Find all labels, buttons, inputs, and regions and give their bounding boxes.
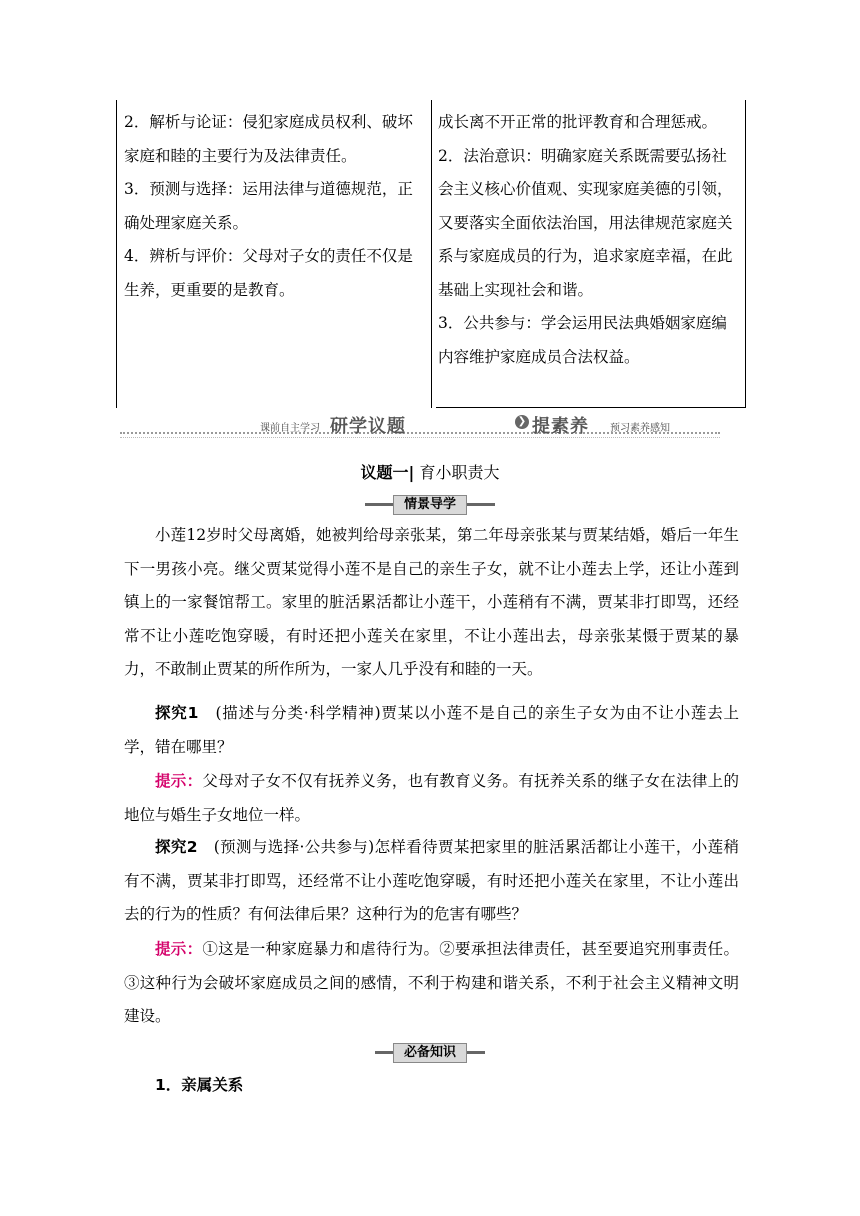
scene-tag-label: 情景导学 (393, 495, 467, 515)
table-left-column (124, 106, 424, 307)
banner-title: 研学议题 (330, 416, 406, 437)
hint-2-text: ①这是一种家庭暴力和虐待行为。②要承担法律责任，甚至要追究刑事责任。③这种行为会破坏家庭成员之间的感情，不利于构建和谐关系，不利于社会主义精神文明建设。 (124, 940, 739, 1025)
hint-2 (124, 932, 739, 1034)
banner-title-2: 提素养 (532, 416, 589, 437)
scene-tag (365, 495, 495, 513)
table-border-bottom (436, 407, 746, 408)
section-banner (120, 410, 720, 440)
explore-1-text: (描述与分类·科学精神)贾某以小莲不是自己的亲生子女为由不让小莲去上学，错在哪里？ (124, 704, 739, 756)
competency-table (116, 100, 746, 408)
explore-1-label: 探究1 (155, 704, 199, 722)
explore-1 (124, 697, 739, 764)
hint-1-label: 提示： (155, 771, 203, 790)
scene-paragraph: 小莲12岁时父母离婚，她被判给母亲张某，第二年母亲张某与贾某结婚，婚后一年生下一男孩小亮。继父贾某觉得小莲不是自己的亲生子女，就不让小莲去上学，还让小莲到镇上的一家餐馆帮工。家里的脏活累活都让小莲干，小莲稍有不满，贾某非打即骂，还经常不让小莲吃饱穿暖，有时还把小莲关在家里，不让小莲出去，母亲张某慑于贾某的暴力，不敢制止贾某的所作所为，一家人几乎没有和睦的一天。 (124, 526, 739, 678)
topic-title: 育小职责大 (419, 463, 500, 482)
explore-2-label: 探究2 (155, 838, 198, 856)
table-right-item: 成长离不开正常的批评教育和合理惩戒。 (438, 113, 718, 131)
table-right-item: 3．公共参与：学会运用民法典婚姻家庭编内容维护家庭成员合法权益。 (438, 314, 727, 366)
section-1-title: 1．亲属关系 (155, 1076, 244, 1094)
hint-1 (124, 764, 739, 832)
table-right-item: 2．法治意识：明确家庭关系既需要弘扬社会主义核心价值观、实现家庭美德的引领，又要落实全面依法治国，用法律规范家庭关系与家庭成员的行为，追求家庭幸福，在此基础上实现社会和谐。 (438, 146, 733, 299)
table-border-right (745, 100, 746, 408)
table-left-item: 2．解析与论证：侵犯家庭成员权利、破坏家庭和睦的主要行为及法律责任。 (124, 113, 413, 165)
knowledge-tag (375, 1043, 485, 1061)
table-divider (431, 100, 432, 408)
topic-prefix: 议题一| (360, 463, 415, 482)
banner-right-caption: 预习素养感知 (610, 423, 670, 434)
table-left-item: 4．辨析与评价：父母对子女的责任不仅是生养，更重要的是教育。 (124, 247, 413, 299)
banner-left-caption: 课前自主学习 (260, 423, 320, 434)
section-1-heading (124, 1069, 739, 1103)
table-border-left (116, 100, 117, 408)
knowledge-tag-label: 必备知识 (393, 1043, 467, 1063)
table-right-column (438, 106, 740, 374)
hint-1-text: 父母对子女不仅有抚养义务，也有教育义务。有抚养关系的继子女在法律上的地位与婚生子女地位一样。 (124, 772, 739, 824)
explore-2 (124, 831, 739, 932)
arrow-icon: ❯ (515, 415, 529, 429)
topic-heading (0, 460, 860, 483)
banner-divider (120, 437, 720, 438)
table-left-item: 3．预测与选择：运用法律与道德规范，正确处理家庭关系。 (124, 180, 413, 232)
hint-2-label: 提示： (155, 939, 203, 958)
explore-2-text: (预测与选择·公共参与)怎样看待贾某把家里的脏活累活都让小莲干，小莲稍有不满，贾某非打即骂，还经常不让小莲吃饱穿暖，有时还把小莲关在家里，不让小莲出去的行为的性质？有何法律后果？这种行为的危害有哪些？ (124, 838, 739, 923)
